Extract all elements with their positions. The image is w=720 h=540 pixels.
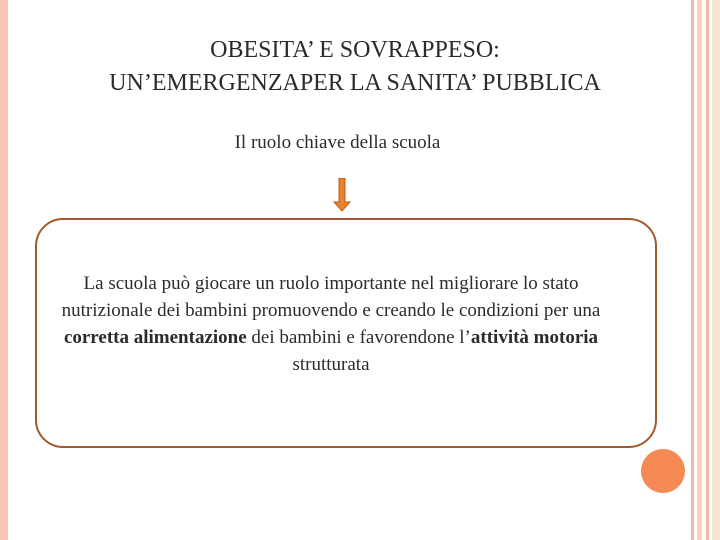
- content-text: [36, 270, 626, 378]
- down-arrow-icon: [333, 178, 351, 212]
- orange-circle-decoration: [641, 449, 685, 493]
- body-bold-attivita-motoria: attività motoria: [470, 327, 599, 348]
- title-line-2: UN’EMERGENZAPER LA SANITA’ PUBBLICA: [109, 70, 601, 96]
- right-stripe-decoration: [712, 0, 720, 540]
- slide-title: [20, 34, 690, 100]
- body-text-part-1: La scuola può giocare un ruolo importante nel migliorare lo stato nutrizionale dei bambini promuovendo e creando le condizioni per una: [61, 273, 601, 321]
- right-stripe-decoration: [697, 0, 702, 540]
- body-text-part-2: dei bambini e favorendone l’: [246, 327, 471, 348]
- right-stripe-decoration: [706, 0, 709, 540]
- title-line-1: OBESITA’ E SOVRAPPESO:: [210, 37, 500, 63]
- slide-subtitle: Il ruolo chiave della scuola: [234, 132, 441, 153]
- body-bold-corretta-alimentazione: corretta alimentazione: [63, 327, 247, 348]
- right-stripe-decoration: [691, 0, 694, 540]
- left-border-decoration: [0, 0, 8, 540]
- body-text-part-3: strutturata: [292, 354, 370, 375]
